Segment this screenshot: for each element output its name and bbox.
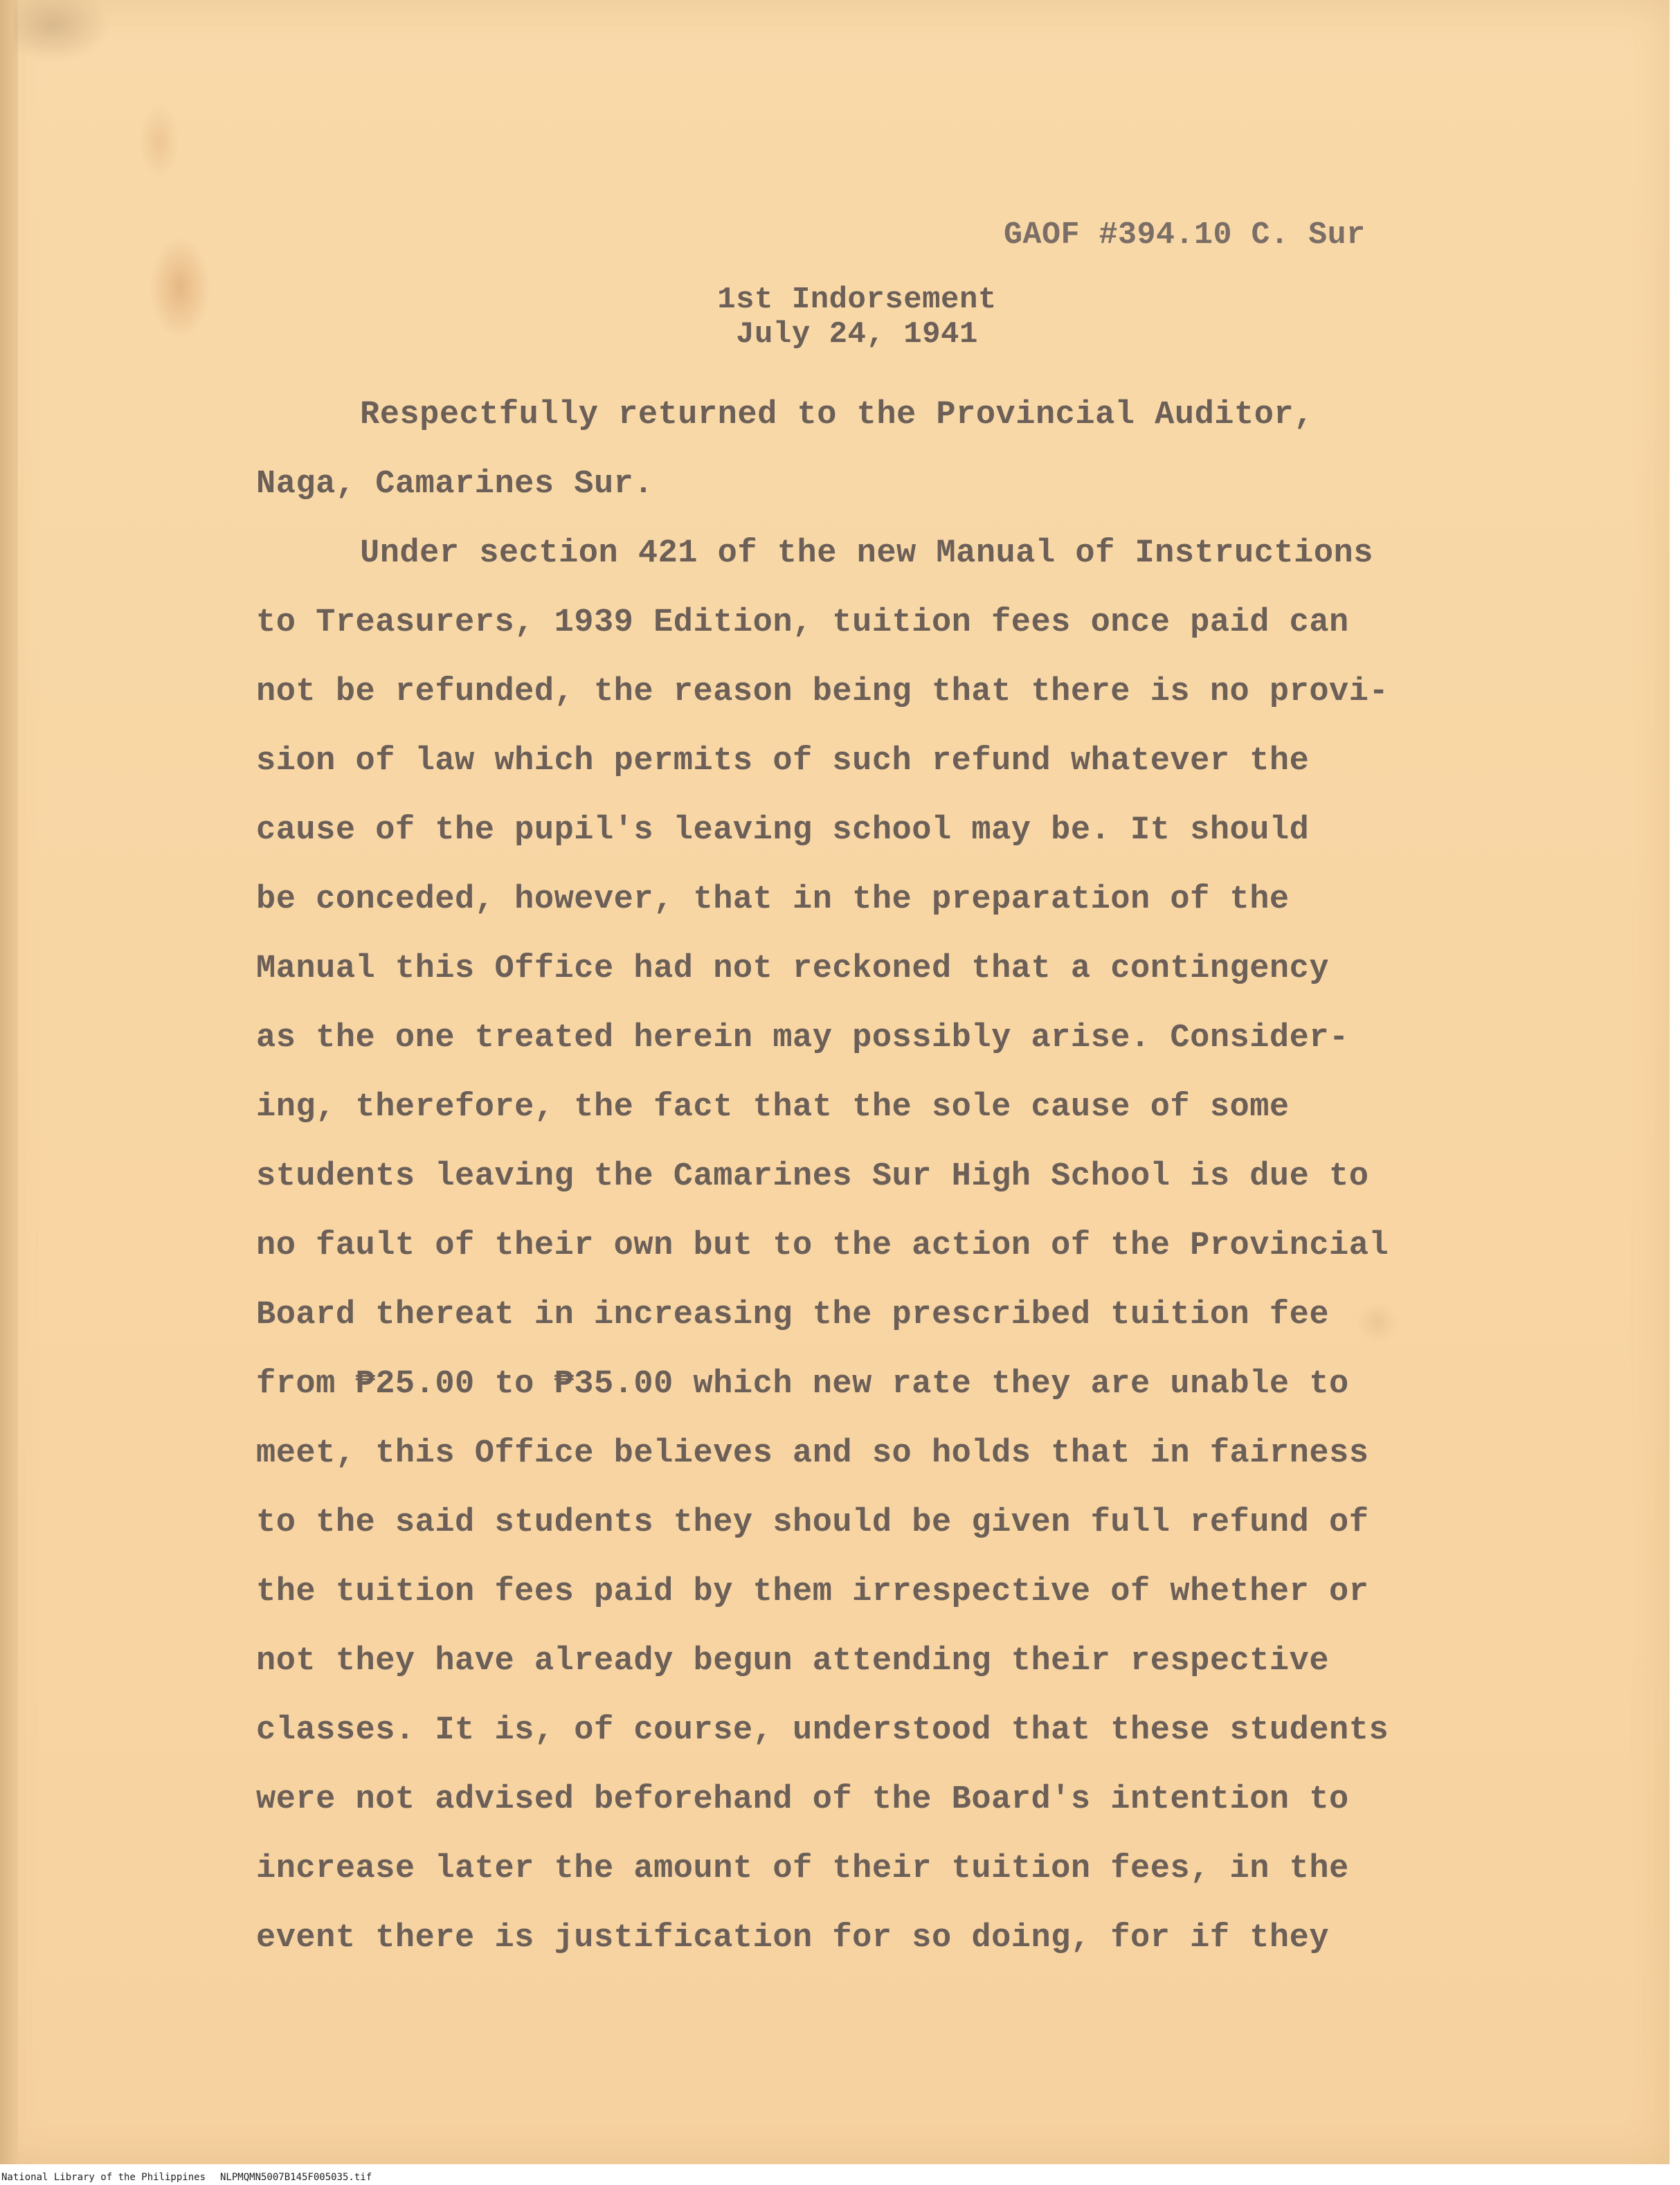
text-line: were not advised beforehand of the Board's intention to — [256, 1781, 1349, 1818]
text-line: Naga, Camarines Sur. — [256, 466, 654, 503]
text-line: to the said students they should be given full refund of — [256, 1504, 1369, 1541]
text-line: as the one treated herein may possibly arise. Consider- — [256, 1020, 1349, 1056]
text-line: Manual this Office had not reckoned that a contingency — [256, 951, 1330, 987]
indorsement-date: July 24, 1941 — [736, 317, 978, 352]
text-line: meet, this Office believes and so holds that in fairness — [256, 1435, 1369, 1472]
text-line: not be refunded, the reason being that there is no provi- — [256, 674, 1389, 710]
page-edge — [0, 0, 18, 2164]
text-line: increase later the amount of their tuition fees, in the — [256, 1851, 1349, 1887]
text-line: Board thereat in increasing the prescribed tuition fee — [256, 1297, 1330, 1333]
text-line: the tuition fees paid by them irrespective of whether or — [256, 1574, 1369, 1610]
text-line: Under section 421 of the new Manual of Instructions — [360, 535, 1373, 572]
footer-filename: NLPMQMN5007B145F005035.tif — [220, 2172, 372, 2183]
text-line: students leaving the Camarines Sur High School is due to — [256, 1158, 1369, 1195]
file-reference: GAOF #394.10 C. Sur — [1004, 217, 1366, 253]
text-line: not they have already begun attending their respective — [256, 1643, 1330, 1680]
indorsement-heading — [712, 282, 1002, 352]
text-line: classes. It is, of course, understood that these students — [256, 1712, 1389, 1749]
text-line: be conceded, however, that in the preparation of the — [256, 881, 1290, 918]
text-line: cause of the pupil's leaving school may be. It should — [256, 812, 1310, 849]
indorsement-title: 1st Indorsement — [717, 282, 997, 317]
text-line: ing, therefore, the fact that the sole cause of some — [256, 1089, 1290, 1126]
paper-stain — [138, 104, 180, 180]
text-line: sion of law which permits of such refund whatever the — [256, 743, 1310, 780]
text-line: from ₱25.00 to ₱35.00 which new rate they are unable to — [256, 1366, 1349, 1403]
text-line: event there is justification for so doing, for if they — [256, 1920, 1330, 1957]
text-line: no fault of their own but to the action of the Provincial — [256, 1228, 1389, 1264]
paper-smudge — [14, 0, 111, 62]
letter-body — [256, 381, 1389, 1973]
footer-institution: National Library of the Philippines — [1, 2172, 206, 2183]
text-line: to Treasurers, 1939 Edition, tuition fees once paid can — [256, 604, 1349, 641]
text-line: Respectfully returned to the Provincial Auditor, — [360, 397, 1314, 433]
paper-stain — [149, 235, 211, 339]
